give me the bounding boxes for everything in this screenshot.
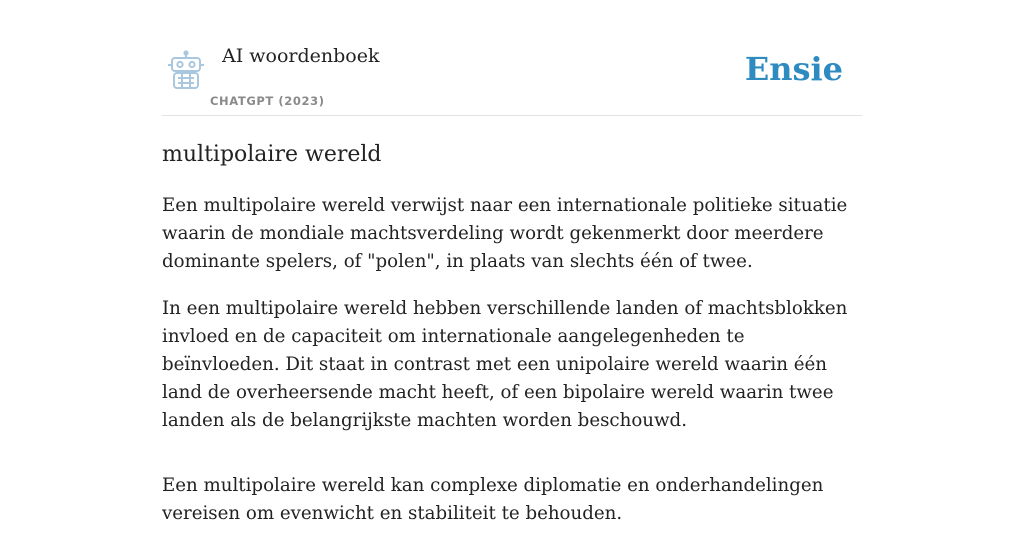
definition-paragraph: Een multipolaire wereld verwijst naar een internationale politieke situatie waarin de mondiale machtsverdeling wordt gekenmerkt door meerdere dominante spelers, of "polen", in plaats van slechts één of twee.	[162, 195, 848, 272]
definition-paragraph: In een multipolaire wereld hebben verschillende landen of machtsblokken invloed en de capaciteit om internationale aangelegenheden te beïnvloeden. Dit staat in contrast met een unipolaire wereld waarin één land de overheersende macht heeft, of een bipolaire wereld waarin twee landen als de belangrijkste machten worden beschouwd.	[162, 298, 848, 431]
entry-page	[162, 0, 862, 547]
source-label: CHATGPT (2023)	[210, 94, 325, 108]
header	[162, 0, 862, 116]
dictionary-title[interactable]: AI woordenboek	[222, 45, 380, 67]
definition	[162, 192, 862, 528]
entry-term: multipolaire wereld	[162, 142, 382, 167]
definition-paragraph: Een multipolaire wereld kan complexe diplomatie en onderhandelingen vereisen om evenwicht en stabiliteit te behouden.	[162, 475, 824, 524]
ensie-logo[interactable]: Ensie	[744, 50, 843, 88]
robot-icon	[166, 50, 206, 90]
